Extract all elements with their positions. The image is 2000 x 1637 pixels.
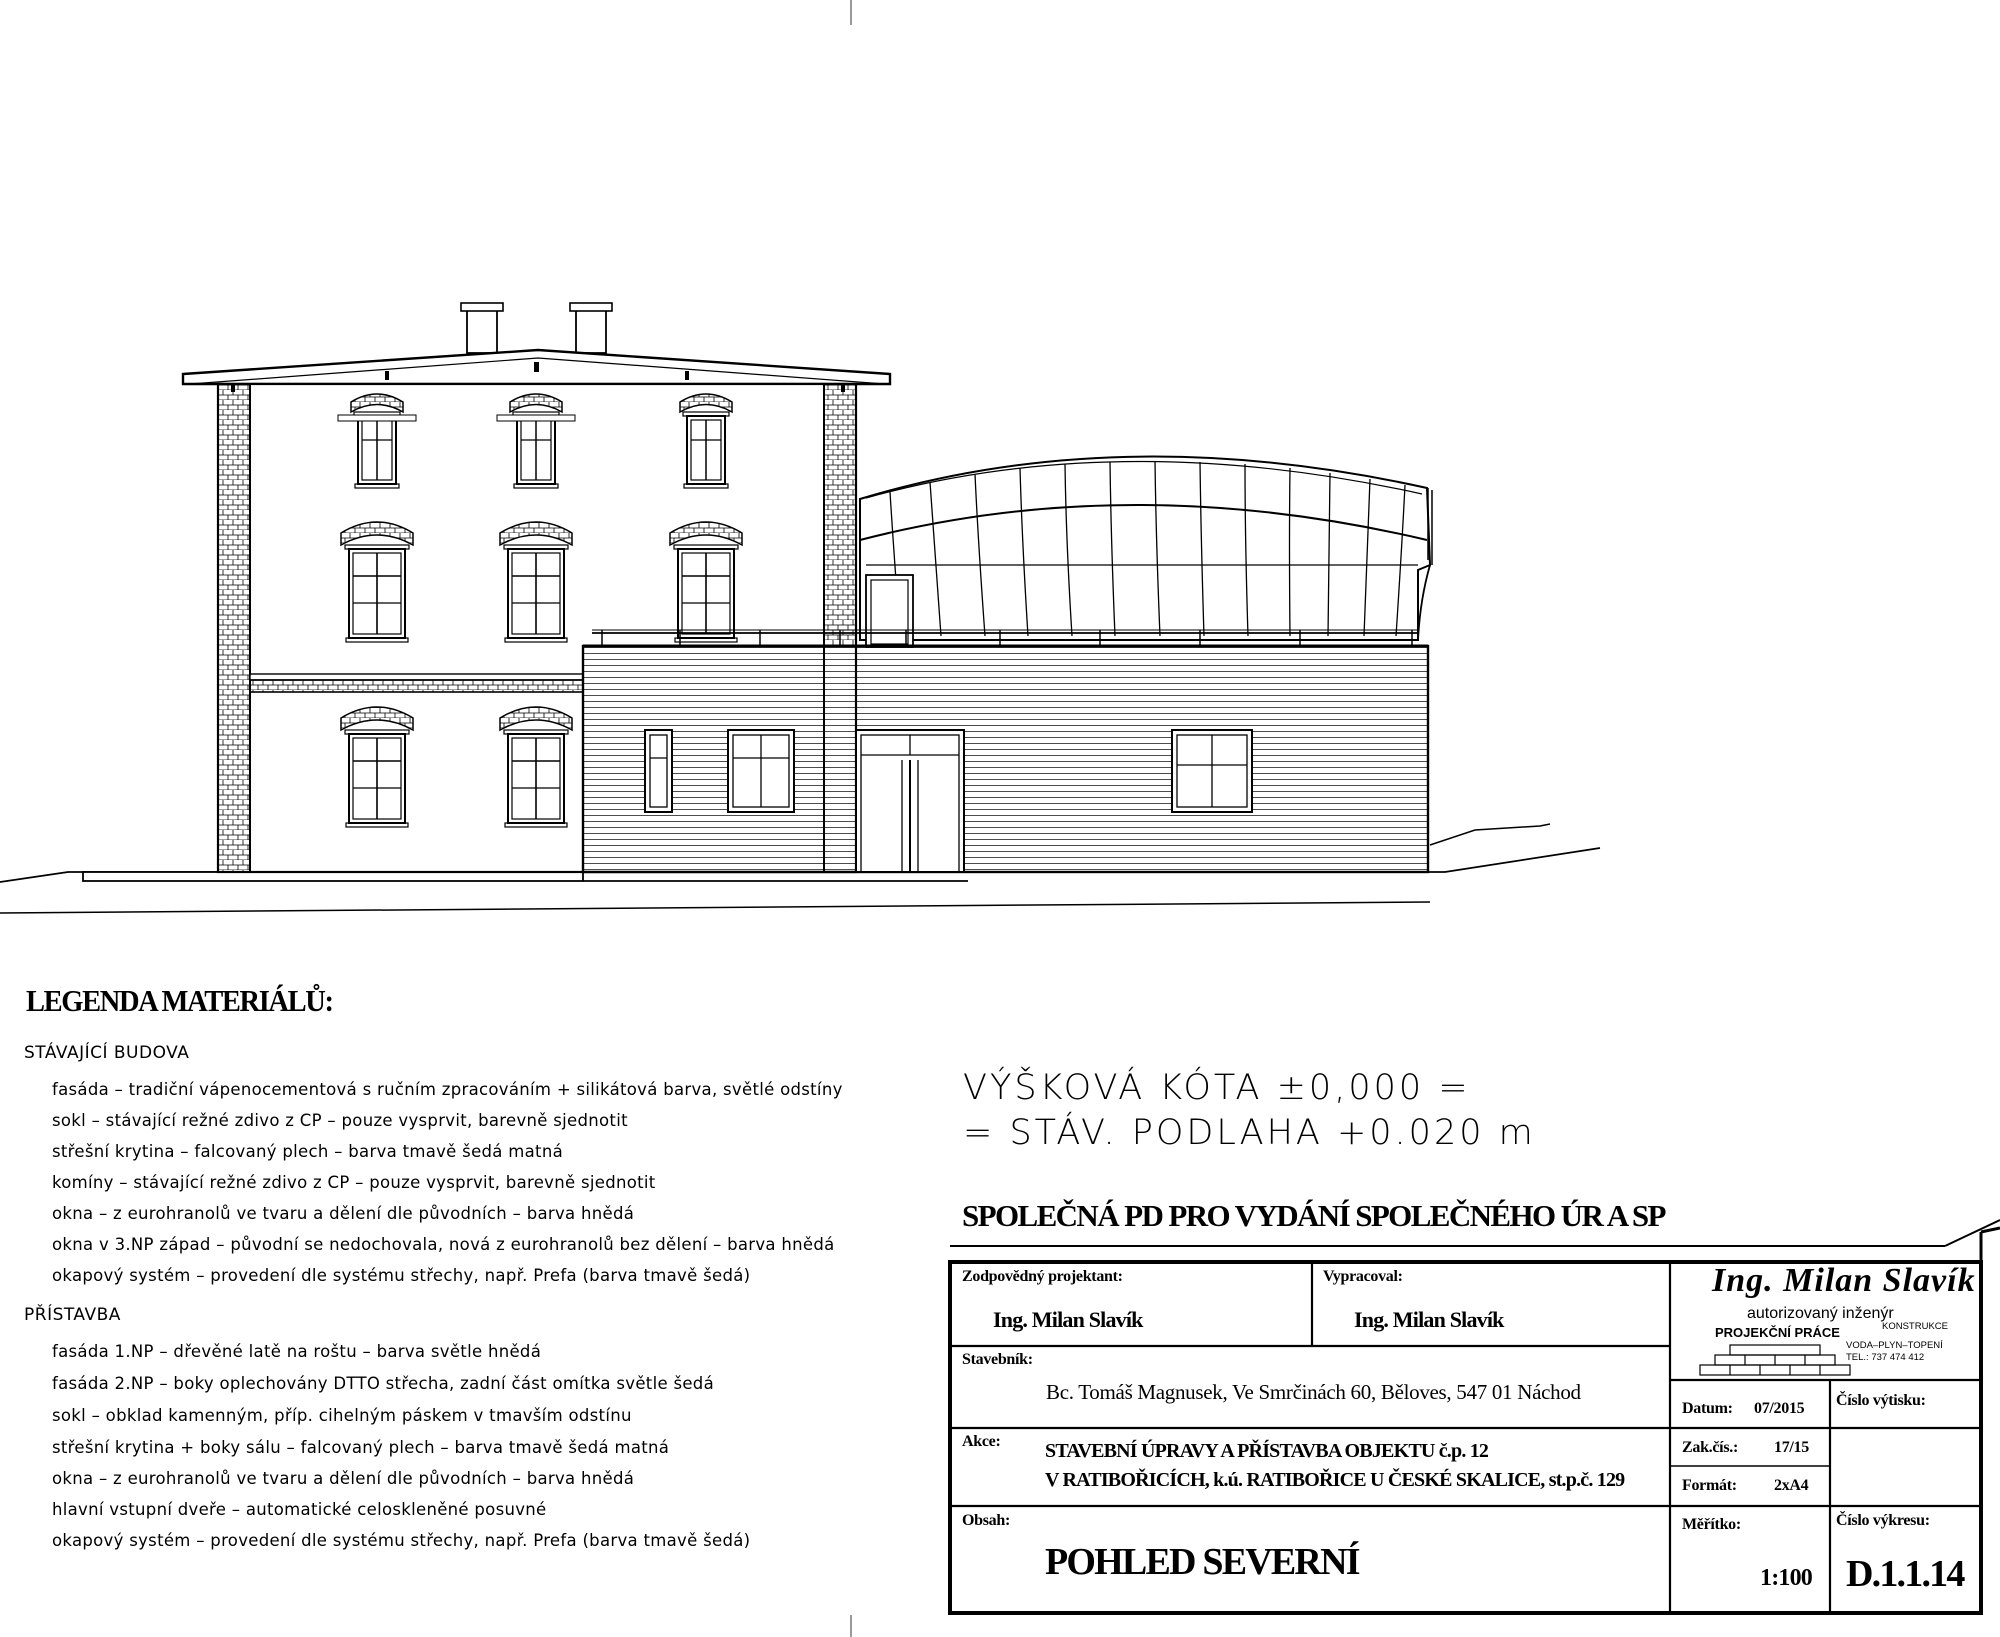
content-label: Obsah:	[962, 1512, 1010, 1529]
elevation-note-line1: VÝŠKOVÁ KÓTA ±0,000 =	[963, 1068, 1471, 1108]
content-value: POHLED SEVERNÍ	[1045, 1541, 1359, 1583]
client-label: Stavebník:	[962, 1351, 1033, 1368]
scale-label: Měřítko:	[1682, 1516, 1741, 1533]
copy-number-label: Číslo výtisku:	[1836, 1392, 1926, 1409]
action-line2: V RATIBOŘICÍCH, k.ú. RATIBOŘICE U ČESKÉ SKALICE, st.p.č. 129	[1045, 1469, 1625, 1491]
format-label: Formát:	[1682, 1477, 1737, 1494]
legend-extension-item: sokl – obklad kamenným, příp. cihelným páskem v tmavším odstínu	[52, 1406, 632, 1425]
legend-extension-item: fasáda 2.NP – boky oplechovány DTTO střecha, zadní část omítka světle šedá	[52, 1374, 714, 1393]
responsible-value: Ing. Milan Slavík	[993, 1307, 1143, 1332]
legend-title: LEGENDA MATERIÁLŮ:	[26, 983, 333, 1018]
legend-existing-item: okapový systém – provedení dle systému střechy, např. Prefa (barva tmavě šedá)	[52, 1266, 751, 1285]
action-line1: STAVEBNÍ ÚPRAVY A PŘÍSTAVBA OBJEKTU č.p. 12	[1045, 1440, 1489, 1462]
legend-existing-heading: STÁVAJÍCÍ BUDOVA	[24, 1043, 190, 1063]
drawing-number-value: D.1.1.14	[1846, 1553, 1964, 1595]
stamp-role: autorizovaný inženýr	[1747, 1305, 1894, 1322]
stamp-phone: TEL.: 737 474 412	[1846, 1352, 1925, 1363]
date-value: 07/2015	[1754, 1400, 1805, 1417]
format-value: 2xA4	[1774, 1477, 1809, 1494]
stamp-graphic	[1700, 1345, 1850, 1375]
order-label: Zak.čís.:	[1682, 1439, 1738, 1456]
legend-existing-item: sokl – stávající režné zdivo z CP – pouze vysprvit, barevně sjednotit	[52, 1111, 628, 1130]
legend-extension-item: fasáda 1.NP – dřevěné latě na roštu – barva světle hnědá	[52, 1342, 542, 1361]
legend-extension-item: okapový systém – provedení dle systému střechy, např. Prefa (barva tmavě šedá)	[52, 1531, 751, 1550]
legend-existing-item: okna – z eurohranolů ve tvaru a dělení dle původních – barva hnědá	[52, 1204, 635, 1223]
stamp-field2: VODA–PLYN–TOPENÍ	[1846, 1340, 1943, 1351]
legend-extension-item: střešní krytina + boky sálu – falcovaný plech – barva tmavě šedá matná	[52, 1438, 670, 1457]
main-heading: SPOLEČNÁ PD PRO VYDÁNÍ SPOLEČNÉHO ÚR A SP	[962, 1198, 1665, 1233]
legend-existing-item: střešní krytina – falcovaný plech – barva tmavě šedá matná	[52, 1142, 563, 1161]
action-label: Akce:	[962, 1433, 1001, 1450]
order-value: 17/15	[1774, 1439, 1809, 1456]
scale-value: 1:100	[1760, 1565, 1812, 1591]
stamp-works: PROJEKČNÍ PRÁCE	[1715, 1325, 1840, 1340]
legend-existing-item: okna v 3.NP západ – původní se nedochovala, nová z eurohranolů bez dělení – barva hnědá	[52, 1235, 835, 1254]
prepared-label: Vypracoval:	[1323, 1268, 1403, 1285]
stamp-field1: KONSTRUKCE	[1882, 1321, 1948, 1332]
legend-existing-item: komíny – stávající režné zdivo z CP – pouze vysprvit, barevně sjednotit	[52, 1173, 656, 1192]
stamp-signature: Ing. Milan Slavík	[1712, 1262, 1976, 1299]
date-label: Datum:	[1682, 1400, 1733, 1417]
drawing-number-label: Číslo výkresu:	[1836, 1512, 1930, 1529]
legend-extension-item: hlavní vstupní dveře – automatické celoskleněné posuvné	[52, 1500, 547, 1519]
legend-extension-heading: PŘÍSTAVBA	[24, 1305, 121, 1325]
client-value: Bc. Tomáš Magnusek, Ve Smrčinách 60, Běloves, 547 01 Náchod	[1046, 1380, 1581, 1404]
responsible-label: Zodpovědný projektant:	[962, 1268, 1123, 1285]
elevation-note-line2: = STÁV. PODLAHA +0.020 m	[963, 1113, 1536, 1153]
legend-existing-item: fasáda – tradiční vápenocementová s ručním zpracováním + silikátová barva, světlé odstíny	[52, 1080, 843, 1099]
prepared-value: Ing. Milan Slavík	[1354, 1307, 1504, 1332]
legend-extension-item: okna – z eurohranolů ve tvaru a dělení dle původních – barva hnědá	[52, 1469, 635, 1488]
